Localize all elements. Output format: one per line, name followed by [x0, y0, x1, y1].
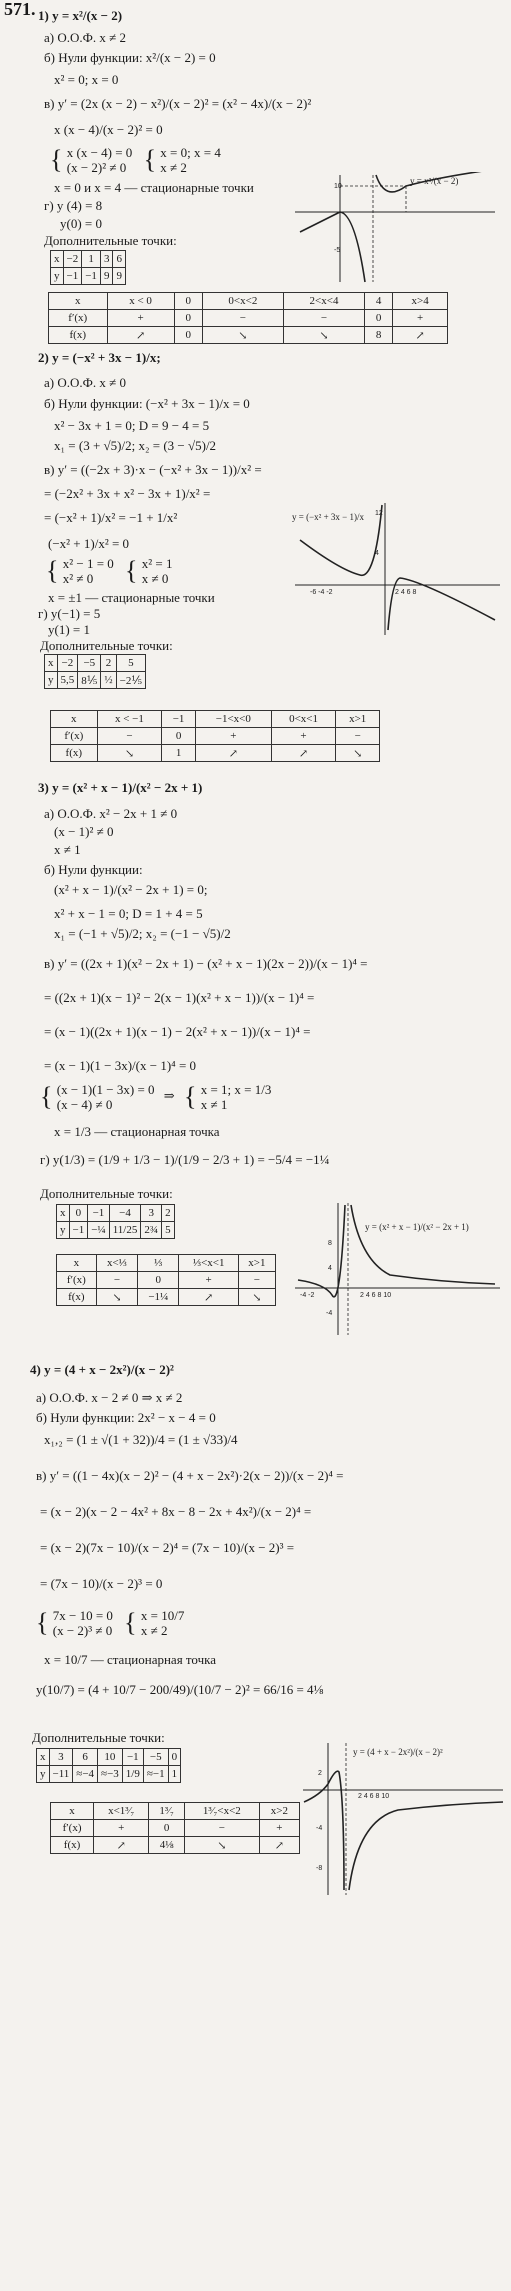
p3-graph	[290, 1200, 505, 1340]
p2-extra-label: Дополнительные точки:	[40, 638, 173, 653]
tick-label: 2 4 6 8 10	[358, 1793, 390, 1800]
p2-value-2: y(1) = 1	[48, 622, 90, 637]
table-row	[51, 251, 126, 268]
p2-system	[46, 556, 173, 586]
table-cell: 2<x<4	[283, 293, 364, 310]
table-cell: f′(x)	[57, 1272, 97, 1289]
p4-derivative-4: = (7x − 10)/(x − 2)³ = 0	[40, 1576, 163, 1591]
table-cell: ↘	[185, 1837, 260, 1854]
table-cell: −4	[109, 1205, 141, 1222]
tick-label: -4 -2	[300, 1292, 315, 1299]
p3-derivative-3: = (x − 1)((2x + 1)(x − 1) − 2(x² + x − 1))/(x − 1)⁴ =	[44, 1024, 311, 1039]
p2-derivative-2: = (−2x² + 3x + x² − 3x + 1)/x² =	[44, 486, 211, 501]
table-cell: −	[283, 310, 364, 327]
p4-extra-table	[36, 1748, 181, 1783]
table-cell: x<⅓	[96, 1255, 137, 1272]
p2-graph	[290, 500, 505, 640]
p4-value-1: y(10/7) = (4 + 10/7 − 200/49)/(10/7 − 2)² = 66/16 = 4⅛	[36, 1682, 324, 1697]
table-cell: −5	[78, 655, 101, 672]
table-cell: −2	[63, 251, 82, 268]
table-cell: −1	[69, 1222, 88, 1239]
p1-zeros-solution: x² = 0; x = 0	[54, 72, 119, 87]
p2-extra-table	[44, 654, 146, 689]
p2-domain: а) О.О.Ф. x ≠ 0	[44, 375, 127, 390]
p1-equation: x (x − 4)/(x − 2)² = 0	[54, 122, 163, 137]
table-cell: +	[393, 310, 448, 327]
table-cell: f′(x)	[51, 728, 98, 745]
table-cell: 8⅕	[78, 672, 101, 689]
table-cell: ≈−3	[98, 1766, 123, 1783]
curve-left-branch	[304, 1771, 344, 1890]
table-cell: 1	[168, 1766, 181, 1783]
table-cell: 5	[162, 1222, 175, 1239]
p1-domain: а) О.О.Ф. x ≠ 2	[44, 30, 127, 45]
p1-value-2: y(0) = 0	[60, 216, 102, 231]
table-cell: 2	[162, 1205, 175, 1222]
p3-zeros-3: x² + x − 1 = 0; D = 1 + 4 = 5	[54, 906, 203, 921]
table-row	[57, 1205, 175, 1222]
graph-label: y = (4 + x − 2x²)/(x − 2)²	[353, 1747, 443, 1757]
table-row	[57, 1222, 175, 1239]
table-row	[49, 293, 448, 310]
table-cell: 1/9	[122, 1766, 143, 1783]
table-cell: −	[185, 1820, 260, 1837]
table-cell: 4⅛	[149, 1837, 185, 1854]
p4-function: 4) y = (4 + x − 2x²)/(x − 2)²	[30, 1362, 174, 1377]
p2-derivative: в) y′ = ((−2x + 3)·x − (−x² + 3x − 1))/x² =	[44, 462, 262, 477]
table-row	[57, 1289, 276, 1306]
table-cell: ↗	[179, 1289, 238, 1306]
implies-icon: ⇒	[163, 1087, 175, 1103]
graph-label: y = (−x² + 3x − 1)/x	[292, 512, 364, 522]
p1-graph	[290, 172, 500, 287]
table-row	[51, 1803, 300, 1820]
table-row	[37, 1766, 181, 1783]
table-cell: x	[51, 1803, 94, 1820]
p4-stationary: x = 10/7 — стационарная точка	[44, 1652, 217, 1667]
brace-icon: {	[124, 1608, 137, 1637]
table-cell: x	[51, 251, 64, 268]
table-cell: 1	[82, 251, 101, 268]
tick-label: 2 4 6 8	[395, 589, 417, 596]
table-cell: ≈−1	[143, 1766, 168, 1783]
table-cell: f(x)	[57, 1289, 97, 1306]
brace-icon: {	[183, 1082, 197, 1111]
p4-domain: а) О.О.Ф. x − 2 ≠ 0 ⇒ x ≠ 2	[36, 1390, 183, 1405]
p4-system-left-2: (x − 2)³ ≠ 0	[52, 1623, 113, 1638]
p3-system-left-1: (x − 1)(1 − 3x) = 0	[56, 1082, 155, 1097]
table-cell: ↘	[202, 327, 283, 344]
table-cell: 8	[365, 327, 393, 344]
p2-sign-table	[50, 710, 380, 762]
table-cell: +	[94, 1820, 149, 1837]
table-row	[57, 1272, 276, 1289]
table-cell: 3	[100, 251, 113, 268]
p3-extra-label: Дополнительные точки:	[40, 1186, 173, 1201]
table-cell: −	[97, 728, 162, 745]
table-cell: ½	[101, 672, 116, 689]
table-cell: −1¼	[138, 1289, 179, 1306]
p3-domain-2: (x − 1)² ≠ 0	[54, 824, 114, 839]
table-cell: ⅓<x<1	[179, 1255, 238, 1272]
p1-system-right-2: x ≠ 2	[160, 160, 187, 175]
table-cell: x	[49, 293, 108, 310]
p3-domain-3: x ≠ 1	[54, 842, 81, 857]
p3-extra-table	[56, 1204, 175, 1239]
table-cell: y	[37, 1766, 50, 1783]
p1-system	[50, 145, 221, 175]
problem-number: 571.	[4, 0, 36, 19]
table-cell: x	[57, 1255, 97, 1272]
tick-label: 4	[375, 550, 379, 557]
graph-label: y = x²/(x − 2)	[410, 176, 459, 186]
p2-equation: (−x² + 1)/x² = 0	[48, 536, 130, 551]
p3-roots: x₁ = (−1 + √5)/2; x₂ = (−1 − √5)/2	[54, 926, 231, 941]
p3-domain: а) О.О.Ф. x² − 2x + 1 ≠ 0	[44, 806, 178, 821]
tick-label: -4	[316, 1825, 323, 1832]
tick-label: 12	[375, 510, 383, 517]
p4-derivative-2: = (x − 2)(x − 2 − 4x² + 8x − 8 − 2x + 4x²)/(x − 2)⁴ =	[40, 1504, 312, 1519]
table-cell: −11	[49, 1766, 73, 1783]
table-cell: x>1	[336, 711, 380, 728]
tick-label: -6 -4 -2	[310, 589, 333, 596]
p2-system-right-1: x² = 1	[141, 556, 173, 571]
tick-label: -5	[334, 247, 341, 254]
table-cell: 1³⁄₇	[149, 1803, 185, 1820]
tick-label: -4	[326, 1310, 333, 1317]
table-cell: −1<x<0	[195, 711, 271, 728]
table-cell: ⅓	[138, 1255, 179, 1272]
p2-system-left-1: x² − 1 = 0	[62, 556, 114, 571]
brace-icon: {	[143, 145, 157, 174]
table-cell: 1	[162, 745, 196, 762]
table-cell: 0	[162, 728, 196, 745]
table-cell: x>1	[238, 1255, 275, 1272]
p4-sign-table	[50, 1802, 300, 1854]
brace-icon: {	[40, 1082, 53, 1111]
p1-sign-table	[48, 292, 448, 344]
tick-label: -8	[316, 1865, 323, 1872]
p1-value-1: г) y (4) = 8	[44, 198, 103, 213]
table-row	[45, 655, 146, 672]
table-cell: x	[45, 655, 58, 672]
table-cell: f′(x)	[49, 310, 108, 327]
table-cell: ↗	[259, 1837, 299, 1854]
table-cell: 5,5	[57, 672, 78, 689]
p4-zeros: б) Нули функции: 2x² − x − 4 = 0	[36, 1410, 216, 1425]
table-cell: −1	[162, 711, 196, 728]
p3-zeros-2: (x² + x − 1)/(x² − 2x + 1) = 0;	[54, 882, 208, 897]
table-cell: x < 0	[107, 293, 174, 310]
table-cell: ↘	[96, 1289, 137, 1306]
table-cell: x<1³⁄₇	[94, 1803, 149, 1820]
p1-stationary: x = 0 и x = 4 — стационарные точки	[54, 180, 254, 195]
p4-roots: x₁,₂ = (1 ± √(1 + 32))/4 = (1 ± √33)/4	[44, 1432, 238, 1447]
table-cell: x	[37, 1749, 50, 1766]
p1-extra-label: Дополнительные точки:	[44, 233, 177, 248]
table-cell: ↘	[336, 745, 380, 762]
curve-right-branch	[349, 1802, 503, 1890]
p2-system-right-2: x ≠ 0	[141, 571, 169, 586]
table-cell: 9	[113, 268, 126, 285]
table-cell: 0	[174, 293, 202, 310]
table-cell: ↘	[97, 745, 162, 762]
p3-stationary: x = 1/3 — стационарная точка	[54, 1124, 220, 1139]
table-cell: 9	[100, 268, 113, 285]
table-cell: f′(x)	[51, 1820, 94, 1837]
p3-system-right-1: x = 1; x = 1/3	[200, 1082, 272, 1097]
brace-icon: {	[46, 556, 59, 585]
table-row	[51, 1820, 300, 1837]
brace-icon: {	[125, 556, 138, 585]
p1-derivative: в) y′ = (2x (x − 2) − x²)/(x − 2)² = (x² − 4x)/(x − 2)²	[44, 96, 312, 111]
table-cell: f(x)	[49, 327, 108, 344]
p3-function: 3) y = (x² + x − 1)/(x² − 2x + 1)	[38, 780, 203, 795]
table-cell: 0	[174, 327, 202, 344]
table-cell: 1³⁄₇<x<2	[185, 1803, 260, 1820]
brace-icon: {	[36, 1608, 49, 1637]
p2-zeros: б) Нули функции: (−x² + 3x − 1)/x = 0	[44, 396, 250, 411]
table-cell: −1	[82, 268, 101, 285]
table-cell: 5	[116, 655, 145, 672]
table-cell: f(x)	[51, 745, 98, 762]
table-row	[49, 327, 448, 344]
table-cell: ↘	[283, 327, 364, 344]
table-cell: 0	[174, 310, 202, 327]
p4-system-left-1: 7x − 10 = 0	[52, 1608, 113, 1623]
p2-zeros-solution: x² − 3x + 1 = 0; D = 9 − 4 = 5	[54, 418, 210, 433]
p2-derivative-3: = (−x² + 1)/x² = −1 + 1/x²	[44, 510, 178, 525]
tick-label: 10	[334, 183, 342, 190]
p3-derivative-4: = (x − 1)(1 − 3x)/(x − 1)⁴ = 0	[44, 1058, 197, 1073]
table-cell: y	[57, 1222, 70, 1239]
table-cell: −	[336, 728, 380, 745]
p3-zeros: б) Нули функции:	[44, 862, 143, 877]
p1-extra-table	[50, 250, 126, 285]
p4-derivative-3: = (x − 2)(7x − 10)/(x − 2)⁴ = (7x − 10)/(x − 2)³ =	[40, 1540, 295, 1555]
p3-system	[40, 1082, 271, 1112]
table-cell: 11/25	[109, 1222, 141, 1239]
p2-stationary: x = ±1 — стационарные точки	[48, 590, 215, 605]
table-cell: −	[96, 1272, 137, 1289]
table-cell: 0	[69, 1205, 88, 1222]
curve-right-branch	[388, 578, 495, 630]
table-cell: x>4	[393, 293, 448, 310]
p3-system-left-2: (x − 4) ≠ 0	[56, 1097, 113, 1112]
tick-label: 2 4 6 8 10	[360, 1292, 392, 1299]
table-cell: 0	[365, 310, 393, 327]
table-cell: ↗	[393, 327, 448, 344]
table-cell: f(x)	[51, 1837, 94, 1854]
p4-system	[36, 1608, 184, 1638]
tick-label: 4	[328, 1265, 332, 1272]
table-cell: ↗	[94, 1837, 149, 1854]
table-row	[51, 711, 380, 728]
table-cell: y	[51, 268, 64, 285]
table-cell: +	[259, 1820, 299, 1837]
p4-system-right-1: x = 10/7	[140, 1608, 185, 1623]
p3-derivative-2: = ((2x + 1)(x − 1)² − 2(x − 1)(x² + x − 1))/(x − 1)⁴ =	[44, 990, 315, 1005]
table-cell: −2	[57, 655, 78, 672]
table-cell: 0	[138, 1272, 179, 1289]
p3-sign-table	[56, 1254, 276, 1306]
p3-value-1: г) y(1/3) = (1/9 + 1/3 − 1)/(1/9 − 2/3 + 1) = −5/4 = −1¼	[40, 1152, 330, 1167]
table-cell: 2	[101, 655, 116, 672]
table-cell: y	[45, 672, 58, 689]
p1-system-left-2: (x − 2)² ≠ 0	[66, 160, 127, 175]
p2-roots: x₁ = (3 + √5)/2; x₂ = (3 − √5)/2	[54, 438, 217, 453]
table-cell: 0	[168, 1749, 181, 1766]
p2-system-left-2: x² ≠ 0	[62, 571, 94, 586]
table-cell: −1	[88, 1205, 109, 1222]
p1-system-right-1: x = 0; x = 4	[160, 145, 221, 160]
table-cell: ↘	[238, 1289, 275, 1306]
table-cell: 6	[73, 1749, 98, 1766]
table-cell: x	[51, 711, 98, 728]
table-cell: +	[195, 728, 271, 745]
table-cell: x>2	[259, 1803, 299, 1820]
table-cell: −	[238, 1272, 275, 1289]
p1-function: 1) y = x²/(x − 2)	[38, 8, 123, 23]
graph-label: y = (x² + x − 1)/(x² − 2x + 1)	[365, 1222, 469, 1232]
table-cell: x < −1	[97, 711, 162, 728]
p2-function: 2) y = (−x² + 3x − 1)/x;	[38, 350, 161, 365]
table-cell: −¼	[88, 1222, 109, 1239]
p1-system-left-1: x (x − 4) = 0	[66, 145, 133, 160]
table-row	[37, 1749, 181, 1766]
table-cell: 6	[113, 251, 126, 268]
table-cell: 2¾	[141, 1222, 162, 1239]
table-cell: −2⅕	[116, 672, 145, 689]
table-row	[45, 672, 146, 689]
table-cell: x	[57, 1205, 70, 1222]
table-cell: +	[271, 728, 336, 745]
table-cell: −	[202, 310, 283, 327]
table-row	[51, 268, 126, 285]
p2-value-1: г) y(−1) = 5	[38, 606, 101, 621]
table-cell: 0	[149, 1820, 185, 1837]
table-cell: 10	[98, 1749, 123, 1766]
p4-system-right-2: x ≠ 2	[140, 1623, 168, 1638]
table-row	[51, 745, 380, 762]
tick-label: 8	[328, 1240, 332, 1247]
p3-derivative: в) y′ = ((2x + 1)(x² − 2x + 1) − (x² + x − 1)(2x − 2))/(x − 1)⁴ =	[44, 956, 368, 971]
curve-left-branch	[300, 212, 365, 282]
table-cell: ↗	[195, 745, 271, 762]
table-cell: 0<x<1	[271, 711, 336, 728]
table-cell: ↗	[271, 745, 336, 762]
table-cell: +	[179, 1272, 238, 1289]
table-cell: −5	[143, 1749, 168, 1766]
tick-label: 2	[318, 1770, 322, 1777]
p1-zeros: б) Нули функции: x²/(x − 2) = 0	[44, 50, 216, 65]
table-row	[57, 1255, 276, 1272]
table-cell: 3	[49, 1749, 73, 1766]
table-cell: 0<x<2	[202, 293, 283, 310]
p4-extra-label: Дополнительные точки:	[32, 1730, 165, 1745]
curve-right-branch	[351, 1205, 495, 1284]
table-cell: 3	[141, 1205, 162, 1222]
table-row	[49, 310, 448, 327]
table-cell: +	[107, 310, 174, 327]
p3-system-right-2: x ≠ 1	[200, 1097, 228, 1112]
table-cell: −1	[122, 1749, 143, 1766]
table-cell: 4	[365, 293, 393, 310]
table-row	[51, 1837, 300, 1854]
brace-icon: {	[50, 145, 63, 174]
table-cell: −1	[63, 268, 82, 285]
p4-derivative: в) y′ = ((1 − 4x)(x − 2)² − (4 + x − 2x²)·2(x − 2))/(x − 2)⁴ =	[36, 1468, 344, 1483]
p4-graph	[298, 1740, 506, 1900]
table-cell: ↗	[107, 327, 174, 344]
table-cell: ≈−4	[73, 1766, 98, 1783]
table-row	[51, 728, 380, 745]
